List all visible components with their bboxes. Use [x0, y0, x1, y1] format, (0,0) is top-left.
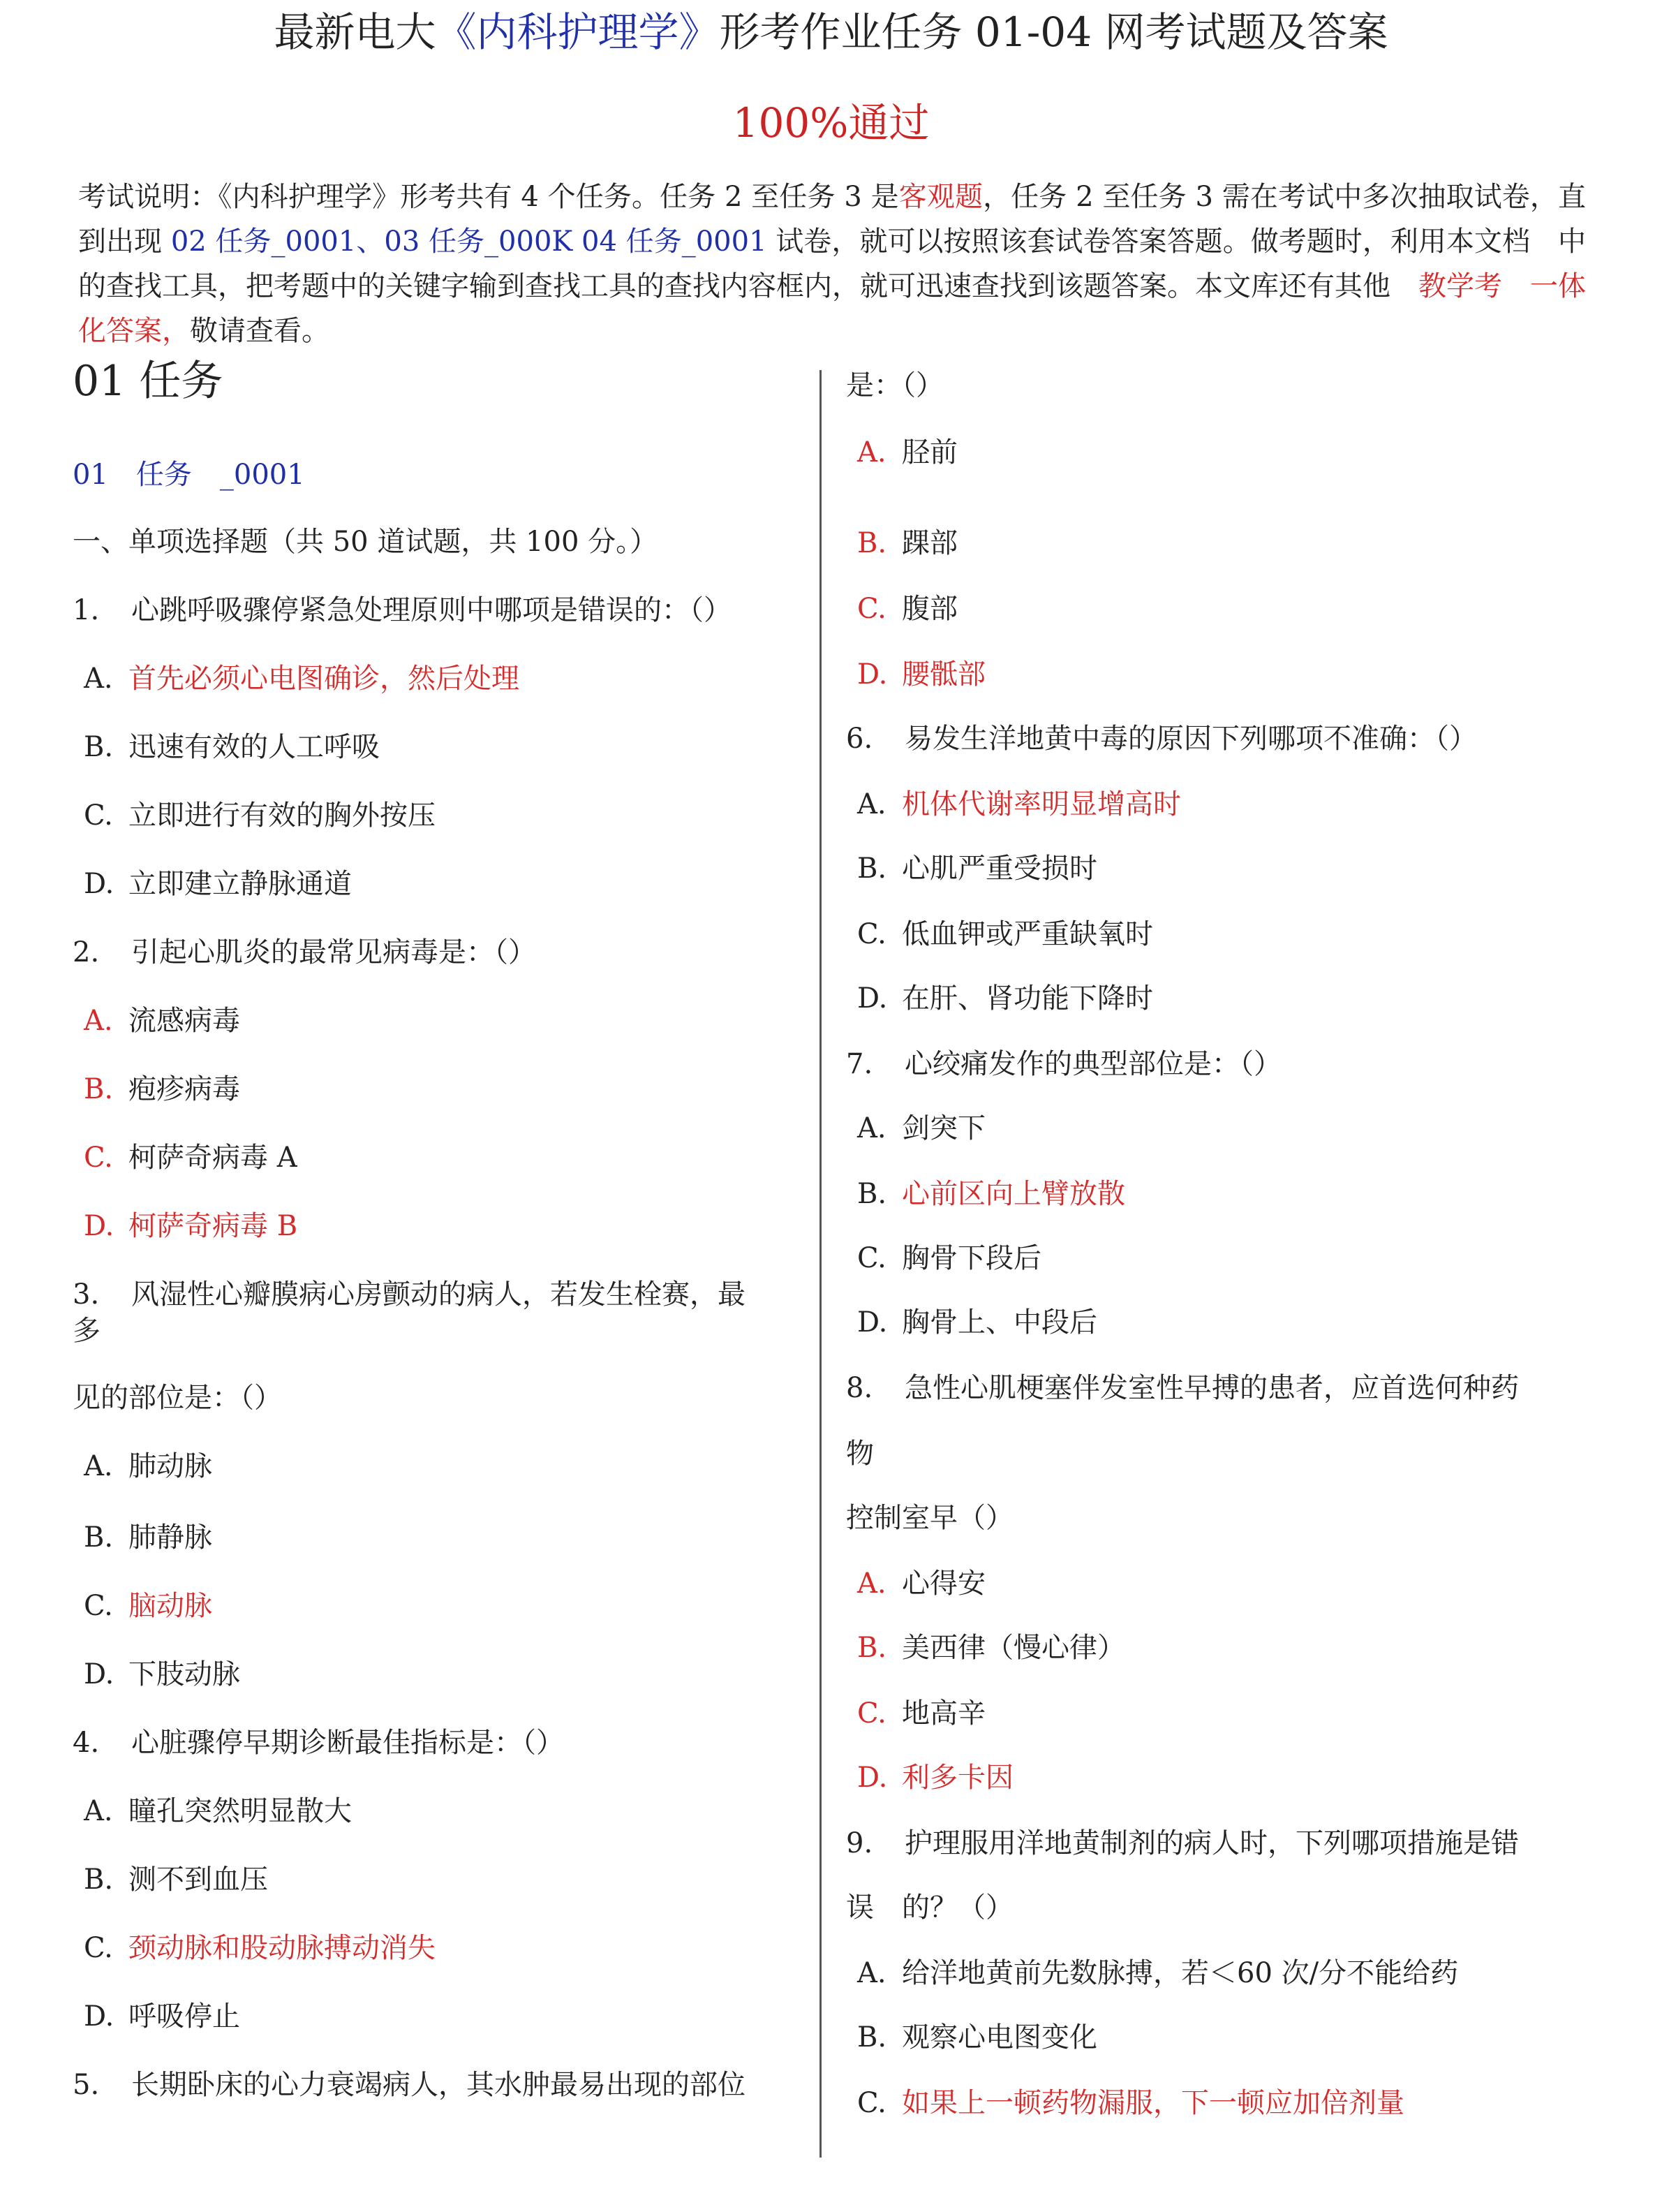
option-c [857, 1239, 1041, 1278]
option-text: 肺动脉 [128, 1450, 212, 1482]
option-a [857, 433, 958, 472]
question-9-cont: 误 的？（） [846, 1892, 1014, 1924]
question-4 [73, 1723, 564, 1762]
option-text: 心得安 [902, 1568, 986, 1600]
option-d [857, 1758, 1014, 1797]
option-a [84, 1792, 352, 1831]
question-number: 5. [73, 2069, 100, 2101]
option-text: 颈动脉和股动脉搏动消失 [128, 1932, 436, 1964]
question-number: 2. [73, 936, 100, 968]
option-d [84, 1207, 297, 1246]
part-title: 一、单项选择题（共 50 道试题，共 100 分。） [73, 526, 658, 558]
option-text: 腰骶部 [902, 658, 986, 691]
question-number: 3. [73, 1278, 100, 1311]
option-c [857, 1694, 986, 1733]
option-d [84, 1655, 240, 1694]
option-b [84, 1518, 212, 1557]
option-letter: C. [84, 1590, 113, 1622]
option-a [84, 1001, 240, 1040]
option-text: 下肢动脉 [128, 1658, 240, 1690]
option-text: 心前区向上臂放散 [902, 1178, 1125, 1210]
option-letter: B. [857, 527, 887, 559]
option-text: 胸骨下段后 [902, 1242, 1041, 1274]
question-3 [73, 1275, 745, 1314]
option-letter: B. [857, 1632, 887, 1664]
option-letter: D. [84, 868, 114, 900]
option-letter: D. [857, 1306, 888, 1339]
option-text: 瞳孔突然明显散大 [128, 1795, 352, 1827]
option-a [857, 1109, 986, 1148]
option-letter: A. [84, 1005, 113, 1037]
option-text: 给洋地黄前先数脉搏，若＜60 次/分不能给药 [902, 1957, 1459, 1989]
option-letter: D. [857, 982, 888, 1015]
question-number: 7. [846, 1048, 873, 1080]
intro-highlight-answers: 教学考 一体化答案， [78, 270, 1586, 347]
intro-text-4: 敬请查看。 [190, 315, 329, 347]
option-text: 利多卡因 [902, 1762, 1014, 1794]
option-d [84, 1997, 240, 2036]
intro-text-1: 考试说明：《内科护理学》形考共有 4 个任务。任务 2 至任务 3 是 [78, 181, 899, 213]
document-title [0, 4, 1662, 60]
option-text: 美西律（慢心律） [902, 1632, 1125, 1664]
question-number: 9. [846, 1827, 873, 1859]
question-number: 4. [73, 1727, 100, 1759]
option-letter: B. [857, 2021, 887, 2054]
option-b [857, 2018, 1097, 2057]
option-d [857, 655, 986, 694]
option-text: 立即进行有效的胸外按压 [128, 799, 436, 832]
question-text: 心跳呼吸骤停紧急处理原则中哪项是错误的：（） [131, 594, 732, 626]
option-letter: C. [84, 1932, 113, 1964]
question-text: 心绞痛发作的典型部位是：（） [905, 1048, 1282, 1080]
question-text: 长期卧床的心力衰竭病人，其水肿最易出现的部位 [131, 2069, 745, 2101]
option-a [84, 1447, 212, 1486]
option-text: 踝部 [902, 527, 958, 559]
option-text: 柯萨奇病毒 B [128, 1210, 298, 1242]
question-8 [846, 1369, 1519, 1408]
option-letter: D. [857, 1762, 888, 1794]
option-letter: C. [84, 1142, 113, 1174]
option-letter: B. [857, 853, 887, 885]
option-a [857, 1564, 986, 1603]
section-title: 01 任务 [73, 357, 223, 406]
question-9 [846, 1824, 1519, 1863]
option-letter: C. [857, 2087, 886, 2119]
option-letter: B. [84, 1073, 114, 1105]
option-letter: A. [857, 436, 886, 469]
option-c [84, 1586, 212, 1625]
option-d [857, 1303, 1097, 1342]
option-c [857, 2084, 1404, 2123]
question-text: 风湿性心瓣膜病心房颤动的病人，若发生栓赛，最 [131, 1278, 745, 1311]
option-letter: D. [84, 1658, 114, 1690]
question-3-cont: 见的部位是：（） [73, 1382, 282, 1414]
option-text: 观察心电图变化 [902, 2021, 1097, 2054]
option-text: 肺静脉 [128, 1521, 212, 1554]
option-text: 胫前 [902, 436, 958, 469]
question-number: 1. [73, 594, 100, 626]
option-c [84, 1929, 436, 1968]
option-letter: B. [84, 1864, 114, 1896]
option-text: 脑动脉 [128, 1590, 212, 1622]
question-text: 易发生洋地黄中毒的原因下列哪项不准确：（） [905, 723, 1477, 755]
option-letter: C. [857, 918, 886, 950]
option-b [857, 1174, 1125, 1214]
question-5-cont: 是：（） [846, 369, 944, 401]
option-a [84, 659, 519, 698]
option-text: 疱疹病毒 [128, 1073, 240, 1105]
title-prefix: 最新电大 [274, 8, 436, 56]
option-text: 立即建立静脉通道 [128, 868, 352, 900]
option-text: 测不到血压 [128, 1864, 268, 1896]
option-a [857, 1954, 1458, 1993]
question-8-wrap: 物 [846, 1438, 874, 1470]
option-text: 柯萨奇病毒 A [128, 1142, 297, 1174]
option-letter: A. [857, 1957, 886, 1989]
option-c [857, 915, 1153, 954]
option-letter: A. [857, 1568, 886, 1600]
option-text: 剑突下 [902, 1112, 986, 1144]
option-letter: C. [857, 1697, 886, 1730]
option-letter: A. [857, 1112, 886, 1144]
option-letter: B. [84, 731, 114, 763]
option-letter: B. [84, 1521, 114, 1554]
option-c [84, 796, 436, 835]
option-text: 腹部 [902, 593, 958, 625]
option-text: 首先必须心电图确诊，然后处理 [128, 663, 519, 695]
option-letter: A. [84, 663, 113, 695]
title-course: 《内科护理学》 [436, 8, 720, 56]
option-b [857, 849, 1097, 888]
question-text: 护理服用洋地黄制剂的病人时，下列哪项措施是错 [905, 1827, 1519, 1859]
option-text: 胸骨上、中段后 [902, 1306, 1097, 1339]
option-text: 呼吸停止 [128, 2000, 240, 2033]
question-2 [73, 933, 536, 972]
option-b [84, 1070, 240, 1109]
option-letter: C. [84, 799, 113, 832]
title-suffix: 形考作业任务 01-04 网考试题及答案 [719, 8, 1388, 56]
option-text: 地高辛 [902, 1697, 986, 1730]
option-letter: A. [84, 1450, 113, 1482]
question-8-cont: 控制室早（） [846, 1502, 1014, 1534]
option-c [84, 1138, 297, 1177]
question-6 [846, 719, 1477, 758]
column-divider [819, 370, 822, 2158]
set-title: 01 任务 _0001 [73, 459, 305, 491]
option-letter: B. [857, 1178, 887, 1210]
option-text: 心肌严重受损时 [902, 853, 1097, 885]
option-letter: C. [857, 1242, 886, 1274]
question-7 [846, 1045, 1282, 1084]
option-d [84, 864, 352, 904]
question-text: 引起心肌炎的最常见病毒是：（） [131, 936, 536, 968]
option-letter: A. [84, 1795, 113, 1827]
option-letter: D. [857, 658, 888, 691]
option-letter: D. [84, 1210, 114, 1242]
question-text: 心脏骤停早期诊断最佳指标是：（） [131, 1727, 564, 1759]
option-text: 如果上一顿药物漏服，下一顿应加倍剂量 [902, 2087, 1404, 2119]
option-text: 低血钾或严重缺氧时 [902, 918, 1153, 950]
option-a [857, 785, 1181, 824]
option-letter: D. [84, 2000, 114, 2033]
option-b [857, 1628, 1125, 1667]
option-b [857, 524, 958, 563]
exam-instructions [78, 175, 1586, 353]
question-1 [73, 591, 732, 630]
document-subtitle: 100%通过 [732, 99, 930, 147]
question-text: 急性心肌梗塞伴发室性早搏的患者，应首选何种药 [905, 1372, 1519, 1404]
intro-highlight-objective: 客观题 [898, 181, 984, 213]
option-text: 在肝、肾功能下降时 [902, 982, 1153, 1015]
option-text: 流感病毒 [128, 1005, 240, 1037]
option-text: 迅速有效的人工呼吸 [128, 731, 380, 763]
option-letter: A. [857, 788, 886, 820]
question-5 [73, 2065, 745, 2104]
intro-text-2: ，任务 2 至任务 3 需在考试中多次抽取试卷，直到出现 [78, 181, 1586, 258]
intro-text-3: 试卷，就可以按照该套试卷答案答题。做考题时，利用本文档 中的查找工具，把考题中的关键字输到查找工具的查找内容框内，就可迅速查找到该题答案。本文库还有其他 [78, 226, 1587, 302]
option-d [857, 979, 1153, 1018]
option-letter: C. [857, 593, 886, 625]
option-c [857, 589, 958, 628]
question-3-wrap: 多 [73, 1315, 101, 1347]
question-number: 8. [846, 1372, 873, 1404]
intro-highlight-sets: 02 任务_0001、03 任务_000K 04 任务_0001 [170, 226, 767, 258]
option-b [84, 728, 380, 767]
option-text: 机体代谢率明显增高时 [902, 788, 1181, 820]
option-b [84, 1860, 268, 1899]
question-number: 6. [846, 723, 873, 755]
